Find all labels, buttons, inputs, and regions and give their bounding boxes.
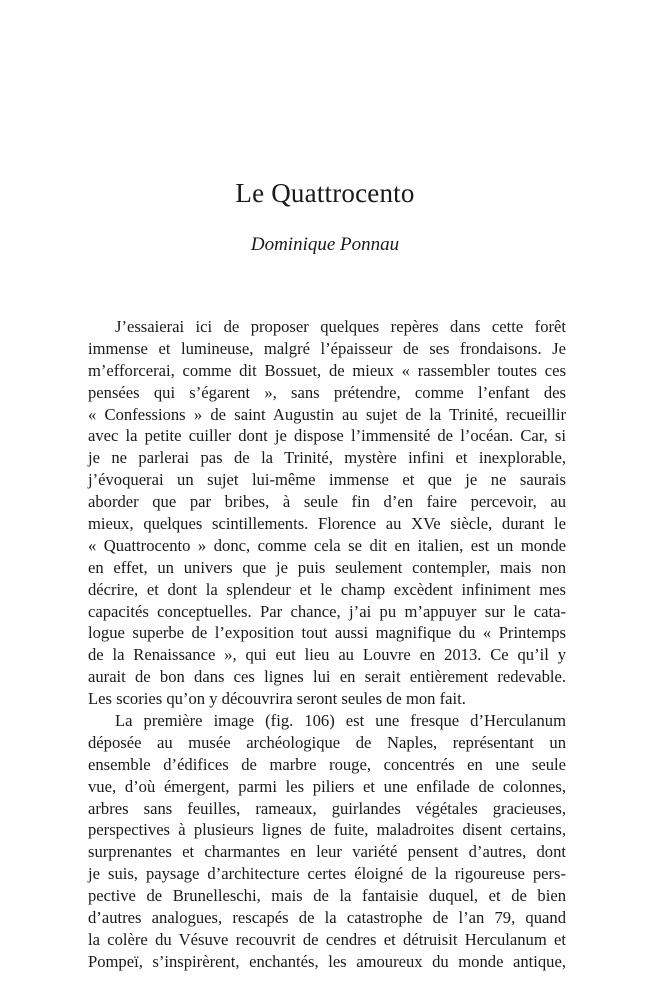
text-line: arbres sans feuilles, rameaux, guirlandes végétales gracieuses, — [88, 798, 566, 818]
text-line: aurait de bon dans ces lignes lui en serait entièrement redevable. — [88, 667, 566, 687]
chapter-author: Dominique Ponnau — [250, 234, 400, 255]
text-line: m’efforcerai, comme dit Bossuet, de mieux « rassembler toutes ces — [88, 360, 566, 380]
text-line: vue, d’où émergent, parmi les piliers et une enfilade de colonnes, — [88, 776, 566, 796]
text-line: capacités conceptuelles. Par chance, j’ai pu m’appuyer sur le cata- — [88, 601, 566, 621]
text-line: je suis, paysage d’architecture certes éloigné de la rigoureuse pers- — [88, 864, 566, 884]
body-text — [88, 316, 566, 973]
paragraph-2 — [88, 710, 566, 973]
text-line: décrire, et dont la splendeur et le champ excèdent infiniment mes — [88, 579, 566, 599]
text-line: Les scories qu’on y découvrira seront seules de mon fait. — [88, 689, 466, 709]
text-line: perspectives à plusieurs lignes de fuite, maladroites disent certains, — [88, 820, 566, 840]
text-line: d’autres analogues, rescapés de la catastrophe de l’an 79, quand — [88, 908, 566, 928]
text-line: pensées qui s’égarent », sans prétendre, comme l’enfant des — [88, 382, 566, 402]
text-line: aborder que par bribes, à seule fin d’en faire percevoir, au — [88, 492, 566, 512]
paragraph-1 — [88, 316, 566, 710]
chapter-title: Le Quattrocento — [235, 178, 415, 208]
text-line: J’essaierai ici de proposer quelques repères dans cette forêt — [115, 317, 566, 336]
text-line: mieux, quelques scintillements. Florence au XVe siècle, durant le — [88, 514, 566, 534]
text-line: logue superbe de l’exposition tout aussi magnifique du « Printemps — [88, 623, 566, 643]
text-line: « Quattrocento » donc, comme cela se dit en italien, est un monde — [88, 535, 566, 555]
text-line: immense et lumineuse, malgré l’épaisseur de ses frondaisons. Je — [88, 338, 566, 358]
text-line: la colère du Vésuve recouvrit de cendres et détruisit Herculanum et — [88, 929, 566, 949]
text-line: avec la petite cuiller dont je dispose l’immensité de l’océan. Car, si — [88, 426, 566, 446]
text-line: j’évoquerai un sujet lui-même immense et que je ne saurais — [88, 470, 566, 490]
text-line: Pompeï, s’inspirèrent, enchantés, les amoureux du monde antique, — [88, 951, 566, 971]
text-line: surprenantes et charmantes en leur variété pensent d’autres, dont — [88, 842, 566, 862]
text-line: en effet, un univers que je puis seulement contempler, mais non — [88, 557, 566, 577]
text-line: La première image (fig. 106) est une fresque d’Herculanum — [115, 711, 566, 731]
text-line: je ne parlerai pas de la Trinité, mystère infini et inexplorable, — [88, 448, 566, 468]
text-line: pective de Brunelleschi, mais de la fantaisie duquel, et de bien — [88, 886, 566, 906]
text-line: de la Renaissance », qui eut lieu au Louvre en 2013. Ce qu’il y — [88, 645, 566, 665]
text-line: « Confessions » de saint Augustin au sujet de la Trinité, recueillir — [88, 404, 566, 424]
text-line: ensemble d’édifices de marbre rouge, concentrés en une seule — [88, 754, 566, 774]
text-line: déposée au musée archéologique de Naples, représentant un — [88, 732, 566, 752]
